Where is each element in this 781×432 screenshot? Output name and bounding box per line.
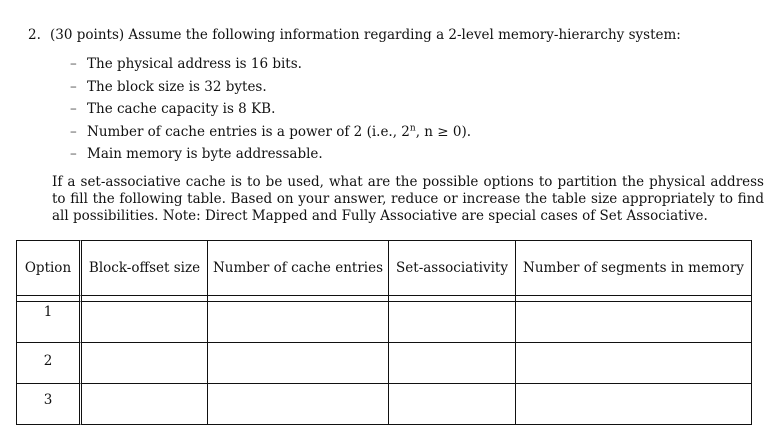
segments-cell[interactable]	[516, 343, 752, 384]
table-header-row	[16, 240, 752, 296]
set-associativity-cell[interactable]	[389, 384, 516, 425]
bullet-text-tail: , n ≥ 0).	[415, 123, 472, 140]
power-superscript: n	[409, 123, 416, 133]
bullet-text: The block size is 32 bytes.	[87, 78, 267, 95]
option-number: 3	[16, 384, 82, 425]
bullet-dash: –	[70, 78, 77, 95]
instruction-paragraph: If a set-associative cache is to be used, what are the possible options to partition the physical address to fill the following table. Based on your answer, reduce or increase the table size appropriately to find all possibilities. Note: Direct Mapped and Fully Associative are special cases of Set Associative.	[52, 174, 764, 224]
cache-entries-cell[interactable]	[208, 343, 389, 384]
segments-cell[interactable]	[516, 384, 752, 425]
bullet-dash: –	[70, 123, 77, 140]
bullet-text: Main memory is byte addressable.	[87, 146, 323, 162]
set-associativity-cell[interactable]	[389, 302, 516, 343]
block-offset-cell[interactable]	[82, 343, 208, 384]
column-header-set-associativity: Set-associativity	[389, 240, 516, 296]
question-number: 2.	[28, 27, 41, 43]
question-2	[28, 26, 768, 224]
list-item	[70, 145, 471, 168]
column-header-segments: Number of segments in memory	[516, 240, 752, 296]
segments-cell[interactable]	[516, 302, 752, 343]
option-number: 2	[16, 343, 82, 384]
bullet-dash: –	[70, 101, 77, 117]
answer-table-wrapper	[16, 240, 752, 425]
cache-entries-cell[interactable]	[208, 384, 389, 425]
question-header	[28, 26, 768, 44]
list-item	[70, 55, 471, 78]
question-header-text: (30 points) Assume the following information regarding a 2-level memory-hierarchy system:	[50, 27, 681, 43]
block-offset-cell[interactable]	[82, 384, 208, 425]
column-header-block-offset: Block-offset size	[82, 240, 208, 296]
block-offset-cell[interactable]	[82, 302, 208, 343]
column-header-option: Option	[16, 240, 82, 296]
bullet-text	[87, 123, 471, 146]
option-number: 1	[16, 302, 82, 343]
bullet-dash: –	[70, 56, 77, 72]
column-header-cache-entries: Number of cache entries	[208, 240, 389, 296]
table-row	[16, 343, 752, 384]
table-row	[16, 302, 752, 343]
list-item	[70, 78, 471, 101]
bullet-text: The cache capacity is 8 KB.	[87, 101, 276, 117]
bullet-dash: –	[70, 146, 77, 162]
list-item	[70, 100, 471, 123]
list-item	[70, 123, 471, 146]
bullet-text: The physical address is 16 bits.	[87, 56, 302, 72]
assumptions-list	[70, 55, 471, 168]
set-associativity-cell[interactable]	[389, 343, 516, 384]
answer-table	[16, 240, 752, 425]
bullet-text-main: Number of cache entries is a power of 2 (i.e., 2	[87, 123, 410, 140]
table-row	[16, 384, 752, 425]
cache-entries-cell[interactable]	[208, 302, 389, 343]
